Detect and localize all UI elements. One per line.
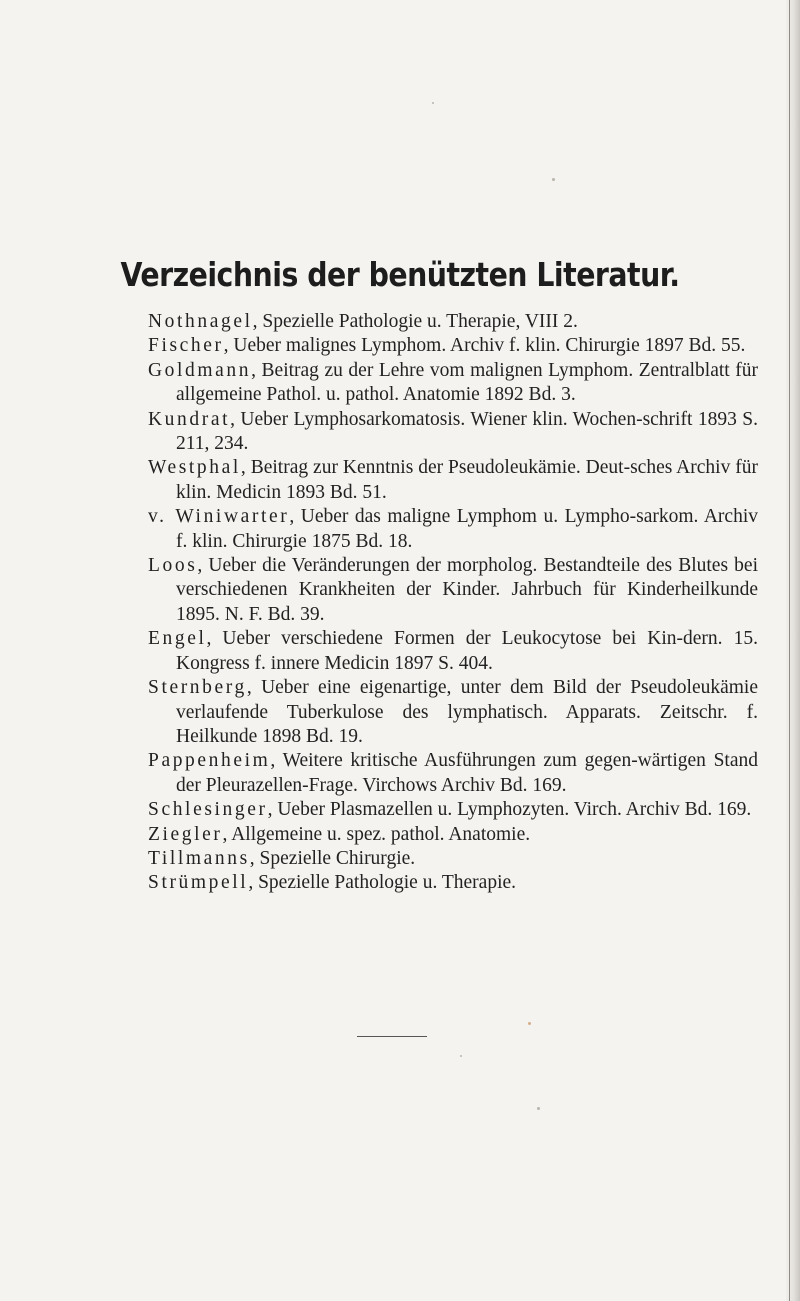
reference-item (148, 456, 758, 505)
reference-text: , Beitrag zu der Lehre vom malignen Lymphom. Zentralblatt für allgemeine Pathol. u. pathol. Anatomie 1892 Bd. 3. (176, 359, 758, 406)
paper-speck (552, 178, 555, 181)
reference-author: Engel (148, 628, 207, 650)
paper-speck (528, 1022, 531, 1025)
reference-text: , Allgemeine u. spez. pathol. Anatomie. (222, 823, 531, 845)
reference-text: , Ueber die Veränderungen der morpholog. Bestandteile des Blutes bei verschiedenen Krankheiten der Kinder. Jahrbuch für Kinderheilkunde 1895. N. F. Bd. 39. (176, 555, 758, 625)
paper-speck (460, 1055, 462, 1057)
reference-item (148, 798, 758, 822)
reference-author: Schlesinger (148, 799, 268, 821)
reference-text: , Ueber malignes Lymphom. Archiv f. klin. Chirurgie 1897 Bd. 55. (223, 335, 746, 357)
reference-item (148, 554, 758, 627)
reference-item (148, 676, 758, 749)
bibliography-list (148, 310, 758, 896)
reference-item (148, 408, 758, 457)
reference-author: Ziegler (148, 823, 223, 845)
reference-item (148, 334, 758, 358)
reference-text: , Ueber Plasmazellen u. Lymphozyten. Virch. Archiv Bd. 169. (267, 799, 752, 821)
reference-item (148, 505, 758, 554)
reference-text: , Weitere kritische Ausführungen zum gegen-wärtigen Stand der Pleurazellen-Frage. Virchows Archiv Bd. 169. (176, 750, 758, 796)
reference-author: Westphal (148, 457, 241, 479)
reference-item (148, 749, 758, 798)
reference-item (148, 823, 758, 847)
reference-item (148, 359, 758, 408)
page-edge-line (789, 0, 790, 1301)
reference-author: Sternberg (148, 677, 247, 699)
reference-author: Tillmanns (148, 847, 250, 869)
reference-author: Fischer (148, 335, 224, 357)
reference-item (148, 871, 758, 895)
reference-text: , Ueber Lymphosarkomatosis. Wiener klin. Wochen-schrift 1893 S. 211, 234. (176, 408, 758, 455)
reference-author: Kundrat (148, 408, 231, 430)
reference-author: v. Winiwarter (148, 506, 290, 528)
reference-author: Loos (148, 555, 198, 577)
paper-speck (432, 102, 434, 104)
page-title: Verzeichnis der benützten Literatur. (120, 255, 680, 294)
reference-author: Pappenheim (148, 750, 271, 772)
reference-author: Goldmann (148, 359, 252, 381)
reference-text: , Beitrag zur Kenntnis der Pseudoleukämie. Deut-sches Archiv für klin. Medicin 1893 Bd. 51. (176, 457, 758, 503)
reference-author: Nothnagel (148, 311, 253, 332)
reference-text: , Spezielle Chirurgie. (249, 847, 416, 869)
reference-text: , Spezielle Pathologie u. Therapie. (248, 872, 517, 894)
reference-text: , Ueber das maligne Lymphom u. Lympho-sarkom. Archiv f. klin. Chirurgie 1875 Bd. 18. (176, 506, 758, 552)
closing-rule (357, 1036, 427, 1037)
reference-author: Strümpell (148, 872, 249, 894)
reference-text: , Ueber eine eigenartige, unter dem Bild der Pseudoleukämie verlaufende Tuberkulose des lymphatisch. Apparats. Zeitschr. f. Heilkunde 1898 Bd. 19. (176, 677, 758, 747)
reference-text: , Spezielle Pathologie u. Therapie, VIII 2. (252, 311, 578, 332)
paper-speck (537, 1107, 540, 1110)
reference-item (148, 847, 758, 871)
reference-text: , Ueber verschiedene Formen der Leukocytose bei Kin-dern. 15. Kongress f. innere Medicin 1897 S. 404. (176, 628, 758, 674)
reference-item (148, 627, 758, 676)
reference-item (148, 310, 758, 334)
